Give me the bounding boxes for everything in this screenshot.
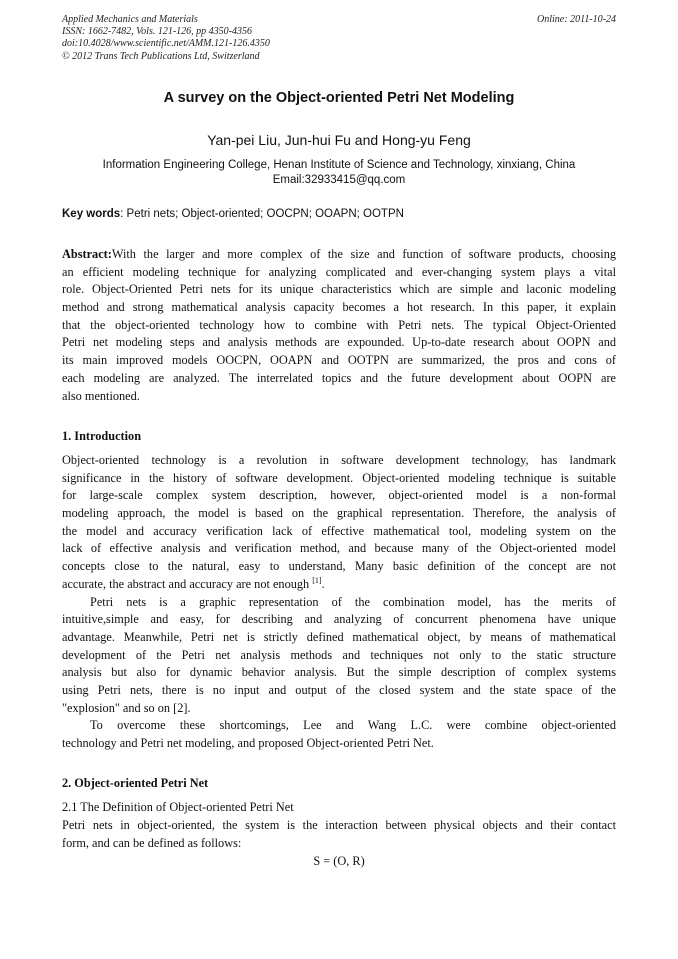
keywords-label: Key words [62, 208, 121, 220]
issn-line: ISSN: 1662-7482, Vols. 121-126, pp 4350-4356 [62, 26, 252, 38]
email: Email:32933415@qq.com [272, 174, 406, 186]
keywords-text: : Petri nets; Object-oriented; OOCPN; OOAPN; OOTPN [120, 208, 404, 220]
paragraph-line: advantage. Meanwhile, Petri net is strictly defined mathematical object, by means of mathematical [62, 629, 616, 644]
paragraph-line: for large-scale complex system description, however, object-oriented model is a non-formal [62, 488, 616, 503]
doi-line: doi:10.4028/www.scientific.net/AMM.121-126.4350 [62, 38, 270, 50]
paragraph-line: lack of effective analysis and verification method, and because many of the Object-oriented model [62, 541, 616, 556]
paragraph-line: Petri nets in object-oriented, the system is the interaction between physical objects and their contact [62, 818, 616, 832]
abstract-line: also mentioned. [62, 388, 140, 403]
journal-name: Applied Mechanics and Materials [62, 14, 198, 25]
abstract-line: role. Object-Oriented Petri nets for its unique characteristics which are simple and laconic modeling [62, 282, 616, 297]
affiliation: Information Engineering College, Henan Institute of Science and Technology, xinxiang, China [102, 159, 576, 171]
paragraph-line: concepts close to the natural, easy to understand, Many basic definition of the concept are not [62, 559, 616, 574]
section-1-heading: 1. Introduction [62, 429, 142, 443]
paper-title: A survey on the Object-oriented Petri Net Modeling [163, 90, 515, 106]
abstract [62, 246, 616, 405]
section-2-1-heading: 2.1 The Definition of Object-oriented Petri Net [62, 800, 294, 814]
paragraph-line: Petri nets is a graphic representation of the combination model, has the merits of [90, 594, 616, 609]
paragraph-line: analysis but also for dynamic behavior analysis. But the simple description of complex systems [62, 665, 616, 680]
abstract-line: its main improved models OOCPN, OOAPN and OOTPN are summarized, the pros and cons of [62, 353, 616, 368]
paragraph-line: Object-oriented technology is a revolution in software development technology, has landmark [62, 453, 616, 467]
formula: S = (O, R) [313, 854, 365, 868]
paragraph-line: using Petri nets, there is no input and output of the closed system and the state space of the [62, 682, 616, 697]
abstract-line: method and strong mathematical analysis capacity becomes a hot research. In this paper, it explain [62, 300, 616, 315]
paragraph-line: development of the Petri net analysis methods and techniques not only to the static structure [62, 647, 616, 662]
abstract-line: that the object-oriented technology how to combine with Petri nets. The typical Object-Oriented [62, 317, 616, 332]
section-1-body [62, 452, 616, 753]
authors: Yan-pei Liu, Jun-hui Fu and Hong-yu Feng [207, 132, 471, 148]
journal-header [62, 14, 616, 63]
paragraph-line: intuitive,simple and easy, for describing and analyzing of concurrent phenomena have unique [62, 612, 616, 627]
paragraph-line: form, and can be defined as follows: [62, 835, 242, 850]
paragraph-line: modeling approach, the model is based on the graphical representation. Therefore, the analysis of [62, 506, 616, 521]
paragraph-line: accurate, the abstract and accuracy are not enough [1]. [62, 575, 325, 591]
paragraph-line: "explosion" and so on [2]. [62, 700, 191, 715]
abstract-label: Abstract: [62, 247, 112, 261]
citation-ref: [1] [312, 575, 322, 585]
abstract-line: Abstract:With the larger and more complex of the size and function of software products, choosing [62, 247, 616, 261]
section-2-heading: 2. Object-oriented Petri Net [62, 776, 209, 790]
online-date: Online: 2011-10-24 [537, 14, 616, 25]
affiliation-block [0, 158, 678, 188]
keywords [62, 208, 616, 220]
paragraph-line: the model and accuracy verification lack of effective mathematical tool, modeling system on the [62, 523, 616, 538]
paragraph-line: significance in the history of software development. Object-oriented modeling technique is suitable [62, 470, 616, 485]
section-2-body [62, 817, 616, 852]
abstract-line: an efficient modeling technique for analyzing complicated and ever-changing system plays a vital [62, 264, 616, 279]
paragraph-line: To overcome these shortcomings, Lee and Wang L.C. were combine object-oriented [90, 718, 616, 733]
abstract-line: Petri net modeling steps and analysis methods are expounded. Up-to-date research about OOPN and [62, 335, 616, 350]
paragraph-line: technology and Petri net modeling, and proposed Object-oriented Petri Net. [62, 736, 434, 750]
copyright-line: © 2012 Trans Tech Publications Ltd, Switzerland [62, 50, 260, 62]
abstract-line: each modeling are analyzed. The interrelated topics and the future development about OOPN are [62, 370, 616, 385]
